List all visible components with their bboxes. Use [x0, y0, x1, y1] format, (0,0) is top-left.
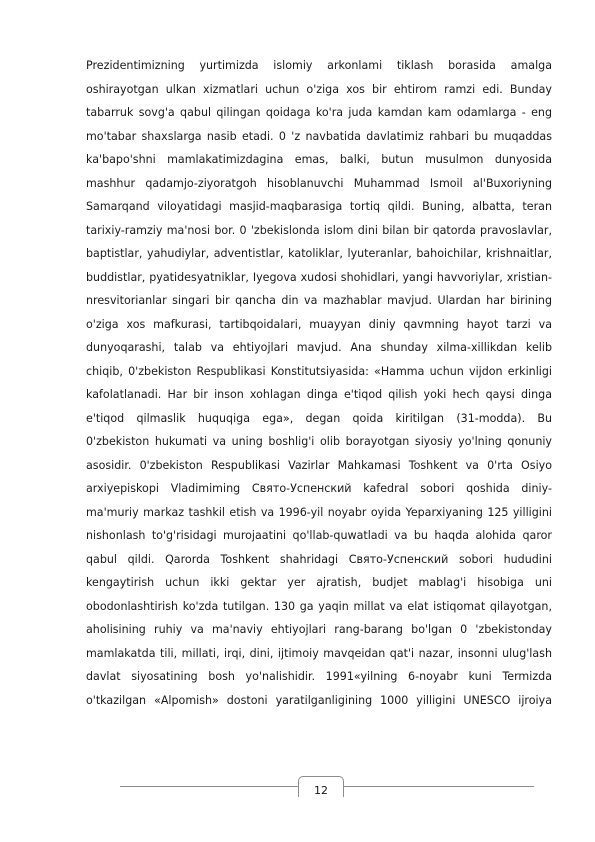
- footer-rule-right: [344, 786, 534, 787]
- body-text-line: nishonlash to'g'risidagi murojaatini qo'llab-quwatladi va bu haqda alohida qaror: [86, 529, 552, 542]
- body-text-line: asosidir. 0'zbekiston Respublikasi Vazirlar Mahkamasi Toshkent va 0'rta Osiyo: [86, 458, 552, 472]
- body-text-line: buddistlar, pyatidesyatniklar, Iyegova xudosi shohidlari, yangi havvoriylar, xristian-: [86, 270, 552, 284]
- body-text-line: e'tiqod qilmaslik huquqiga ega», degan qoida kiritilgan (31-modda). Bu: [86, 411, 552, 425]
- body-text-line: kengaytirish uchun ikki gektar yer ajratish, budjet mablag'i hisobiga uni: [86, 576, 552, 589]
- body-text-line: ma'muriy markaz tashkil etish va 1996-yil noyabr oyida Yeparxiyaning 125 yilligini: [86, 505, 552, 519]
- body-text-line: mamlakatda tili, millati, irqi, dini, ijtimoiy mavqeidan qat'i nazar, insonni ulug'lash: [86, 646, 552, 660]
- body-text-line: arxiyepiskopi Vladimiming Свято-Успенский kafedral sobori qoshida diniy-: [86, 482, 552, 495]
- body-text-line: dunyoqarashi, talab va ehtiyojlari mavjud. Ana shunday xilma-xillikdan kelib: [86, 341, 552, 354]
- body-text-line: davlat siyosatining bosh yo'nalishidir. 1991«yilning 6-noyabr kuni Termizda: [86, 670, 552, 683]
- body-text-line: mo'tabar shaxslarga nasib etadi. 0 'z navbatida davlatimiz rahbari bu muqaddas: [86, 129, 552, 143]
- body-text-line: Samarqand viloyatidagi masjid-maqbarasiga tortiq qildi. Buning, albatta, teran: [86, 200, 552, 213]
- body-text-line: kafolatlanadi. Har bir inson xohlagan dinga e'tiqod qilish yoki hech qaysi dinga: [86, 388, 552, 401]
- body-text-line: oshirayotgan ulkan xizmatlari uchun o'ziga xos bir ehtirom ramzi edi. Bunday: [86, 82, 552, 96]
- body-text-line: qabul qildi. Qarorda Toshkent shahridagi Свято-Успенский sobori hududini: [86, 552, 552, 566]
- body-text-line: mashhur qadamjo-ziyoratgoh hisoblanuvchi Muhammad Ismoil al'Buxoriyning: [86, 176, 552, 190]
- page-footer: [0, 776, 595, 796]
- body-text-line: o'ziga xos mafkurasi, tartibqoidalari, muayyan diniy qavmning hayot tarzi va: [86, 317, 552, 331]
- body-text-line: 0'zbekiston hukumati va uning boshlig'i olib borayotgan siyosiy yo'lning qonuniy: [86, 435, 552, 448]
- page-number: 12: [314, 784, 328, 797]
- body-text-line: nresvitorianlar singari bir qancha din va mazhablar mavjud. Ulardan har birining: [86, 294, 552, 307]
- page-body-text: [86, 54, 552, 712]
- body-text-line: Prezidentimizning yurtimizda islomiy arkonlami tiklash borasida amalga: [86, 59, 552, 72]
- footer-rule-left: [120, 786, 298, 787]
- body-text-line: tarixiy-ramziy ma'nosi bor. 0 'zbekislonda islom dini bilan bir qatorda pravoslavlar,: [86, 223, 552, 237]
- body-text-line: baptistlar, yahudiylar, adventistlar, katoliklar, lyuteranlar, bahoichilar, krishnaitlar,: [86, 247, 552, 260]
- body-text-line: o'tkazilgan «Alpomish» dostoni yaratilganligining 1000 yilligini UNESCO ijroiya: [86, 693, 552, 707]
- body-text-line: ka'bapo'shni mamlakatimizdagina emas, balki, butun musulmon dunyosida: [86, 153, 552, 166]
- body-text-line: obodonlashtirish ko'zda tutilgan. 130 ga yaqin millat va elat istiqomat qilayotgan,: [86, 599, 552, 613]
- body-text-line: chiqib, 0'zbekiston Respublikasi Konstitutsiyasida: «Hamma uchun vijdon erkinligi: [86, 364, 552, 378]
- body-text-line: tabarruk sovg'a qabul qilingan qoidaga ko'ra juda kamdan kam odamlarga - eng: [86, 106, 552, 119]
- body-text-line: aholisining ruhiy va ma'naviy ehtiyojlari rang-barang bo'lgan 0 'zbekistonday: [86, 623, 552, 636]
- page-number-box: [298, 776, 344, 797]
